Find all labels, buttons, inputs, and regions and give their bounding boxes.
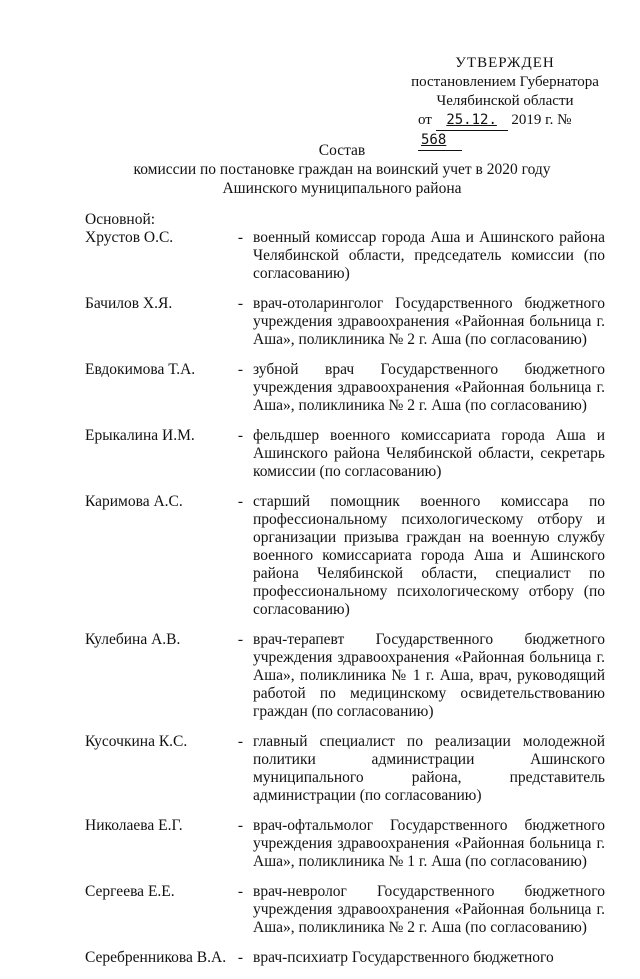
members-list: [85, 229, 605, 979]
list-item: [85, 631, 605, 721]
approval-stamp: [400, 54, 610, 151]
list-item: [85, 493, 605, 619]
member-name: Кулебина А.В.: [85, 631, 181, 648]
heading-line-3: Ашинского муниципального района: [222, 180, 462, 197]
approval-from-word: от: [418, 112, 432, 128]
member-description: врач-офтальмолог Государственного бюджетного учреждения здравоохранения «Районная больница г. Аша», поликлиника № 1 г. Аша (по согласованию): [253, 817, 605, 870]
member-dash: -: [237, 493, 244, 510]
list-item: [85, 295, 605, 349]
member-name: Сергеева Е.Е.: [85, 883, 175, 900]
list-item: [85, 427, 605, 481]
member-description: фельдшер военного комиссариата города Аша и Ашинского района Челябинской области, секретарь комиссии (по согласованию): [253, 427, 605, 480]
list-item: [85, 817, 605, 871]
member-dash: -: [237, 361, 244, 378]
member-dash: -: [237, 229, 244, 246]
member-dash: -: [237, 817, 244, 834]
member-name: Николаева Е.Г.: [85, 817, 183, 834]
member-description: врач-невролог Государственного бюджетного учреждения здравоохранения «Районная больница г. Аша», поликлиника № 2 г. Аша (по согласованию): [253, 883, 605, 936]
list-item: [85, 949, 605, 967]
member-name: Каримова А.С.: [85, 493, 183, 510]
member-name: Серебренникова В.А.: [85, 949, 227, 966]
document-heading: [80, 141, 604, 198]
member-description: врач-терапевт Государственного бюджетного учреждения здравоохранения «Районная больница г. Аша», поликлиника № 1 г. Аша, врач, руководящий работой по медицинскому освидетельствованию граждан (по согласованию): [253, 631, 605, 720]
member-dash: -: [237, 631, 244, 648]
approval-number-handwritten: 568: [418, 131, 462, 151]
member-description: врач-психиатр Государственного бюджетного: [253, 949, 554, 966]
section-label: Основной:: [85, 211, 156, 228]
member-description: старший помощник военного комиссара по профессиональному психологическому отбору и организации призыва граждан на военную службу военного комиссариата города Аша и Ашинского района Челябинской области, специалист по профессиональному психологическому отбору (по согласованию): [253, 493, 605, 618]
approval-date-handwritten: 25.12.: [436, 111, 508, 131]
heading-line-2: комиссии по постановке граждан на воинский учет в 2020 году: [133, 161, 551, 178]
approval-line-2: Челябинской области: [436, 93, 574, 109]
member-dash: -: [237, 949, 244, 966]
member-name: Бачилов Х.Я.: [85, 295, 173, 312]
member-dash: -: [237, 295, 244, 312]
member-name: Хрустов О.С.: [85, 229, 174, 246]
member-description: зубной врач Государственного бюджетного учреждения здравоохранения «Районная больница г. Аша», поликлиника № 2 г. Аша (по согласованию): [253, 361, 605, 414]
member-dash: -: [237, 427, 244, 444]
member-name: Евдокимова Т.А.: [85, 361, 196, 378]
approval-line-1: постановлением Губернатора: [411, 74, 599, 90]
heading-line-1: Состав: [318, 142, 366, 159]
approval-title: УТВЕРЖДЕН: [455, 55, 555, 71]
member-dash: -: [237, 883, 244, 900]
member-dash: -: [237, 733, 244, 750]
list-item: [85, 229, 605, 283]
list-item: [85, 883, 605, 937]
member-name: Кусочкина К.С.: [85, 733, 188, 750]
list-item: [85, 733, 605, 805]
list-item: [85, 361, 605, 415]
member-name: Ерыкалина И.М.: [85, 427, 195, 444]
member-description: главный специалист по реализации молодежной политики администрации Ашинского муниципального района, представитель администрации (по согласованию): [253, 733, 605, 804]
member-description: военный комиссар города Аша и Ашинского района Челябинской области, председатель комиссии (по согласованию): [253, 229, 605, 282]
approval-year-text: 2019 г. №: [511, 112, 572, 128]
member-description: врач-отоларинголог Государственного бюджетного учреждения здравоохранения «Районная больница г. Аша», поликлиника № 2 г. Аша (по согласованию): [253, 295, 605, 348]
